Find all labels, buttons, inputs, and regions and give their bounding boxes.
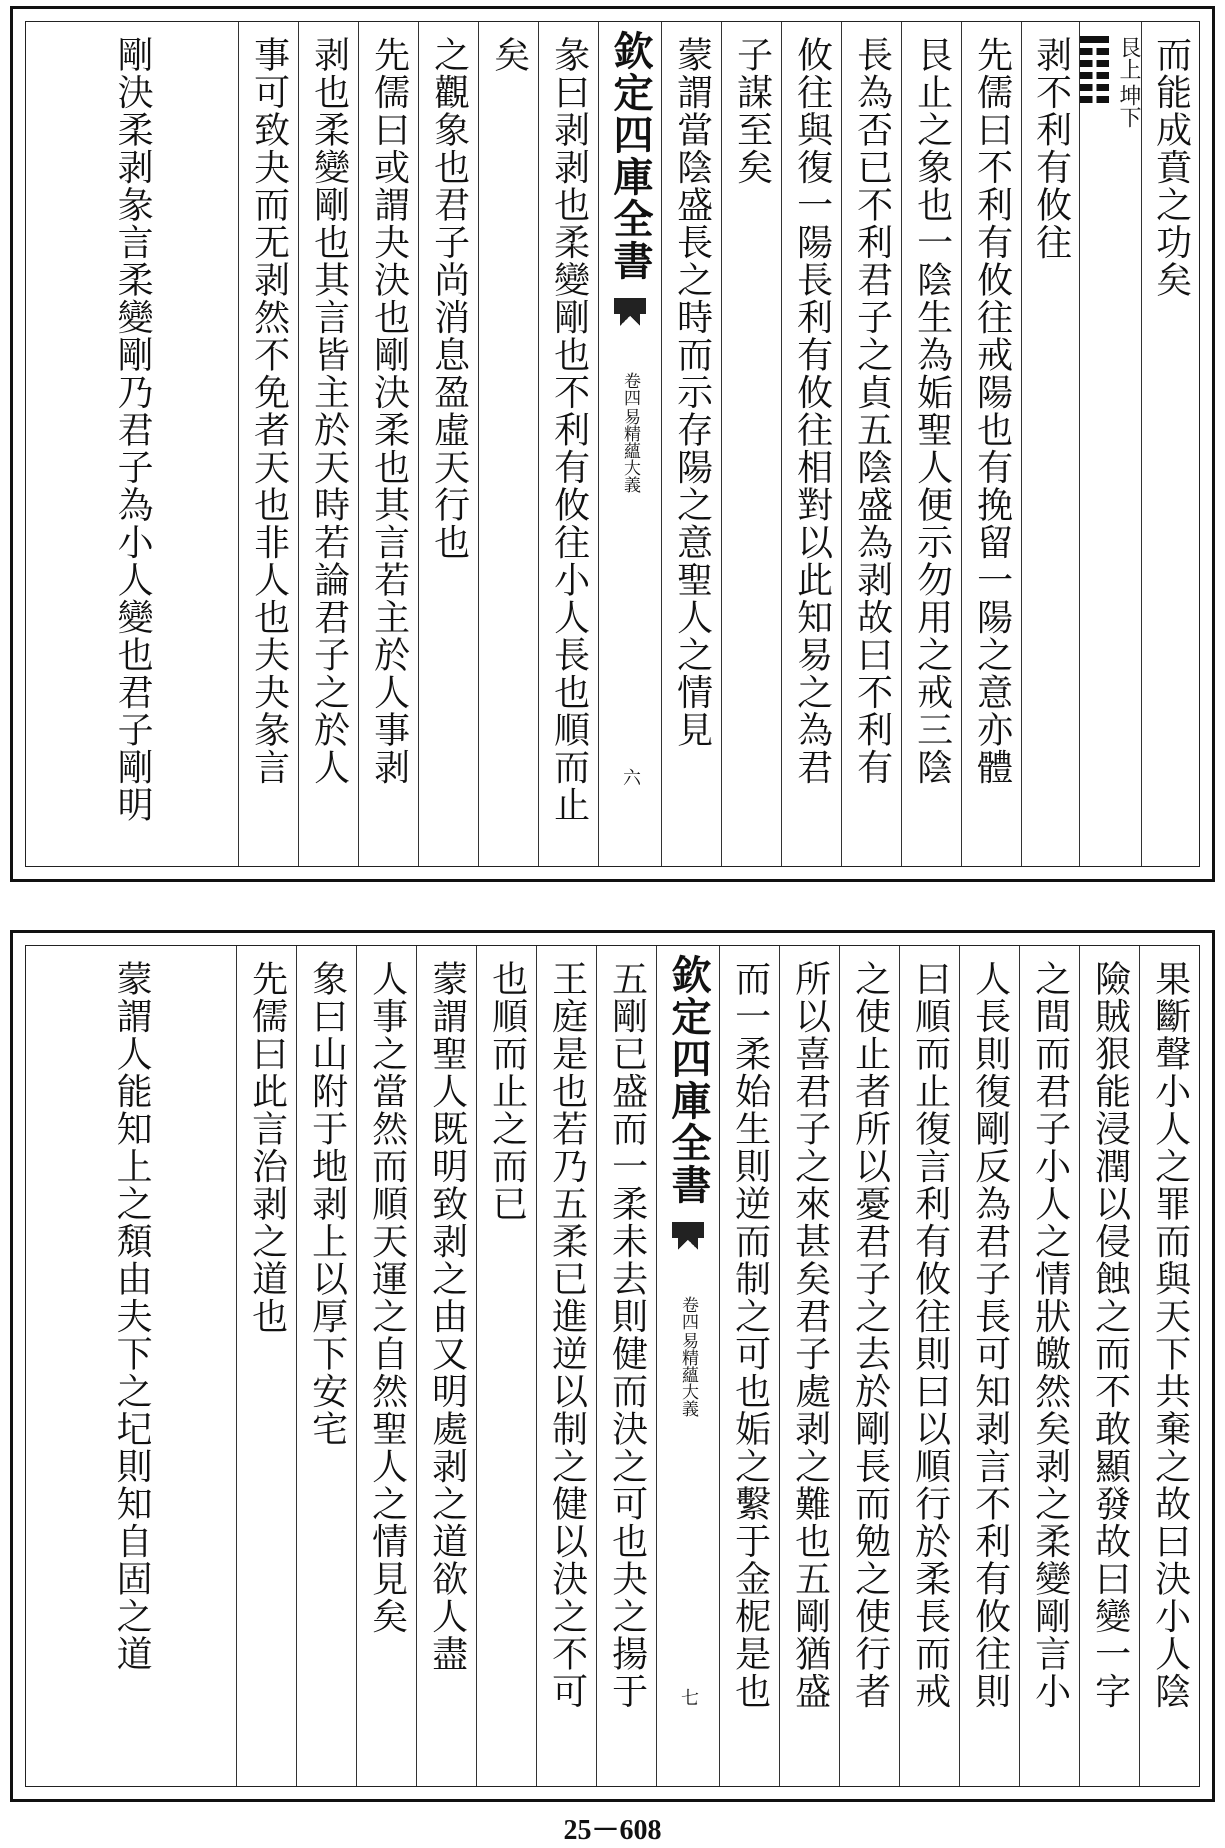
column-text: 先儒曰此言治剥之道也 (246, 960, 288, 1335)
column-text: 象曰山附于地剥上以厚下安宅 (306, 960, 348, 1448)
yin-line (1080, 96, 1109, 103)
yin-line (1080, 72, 1109, 79)
column-text: 剥不利有攸往 (1030, 36, 1072, 261)
gutter-subtitle (677, 1296, 699, 1417)
text-column (236, 946, 296, 1786)
hexagram-bo (1080, 22, 1141, 128)
column-text: 所以喜君子之來甚矣君子處剥之難也五剛猶盛 (789, 960, 831, 1710)
column-text: 之觀象也君子尚消息盈虛天行也 (428, 36, 470, 561)
text-column (1021, 22, 1079, 866)
text-column (356, 946, 416, 1786)
text-column (661, 22, 721, 866)
column-text: 矣 (488, 36, 530, 74)
text-column (719, 946, 779, 1786)
text-column (721, 22, 781, 866)
book-title: 易精蘊大義 (620, 408, 641, 493)
text-column (1019, 946, 1079, 1786)
column-text: 先儒曰不利有攸往戒陽也有挽留一陽之意亦體 (971, 36, 1013, 786)
yin-line (1080, 60, 1109, 67)
page-number-footer: 25－608 (563, 1815, 662, 1846)
text-column (959, 946, 1019, 1786)
column-text: 人事之當然而順天運之自然聖人之情見矣 (366, 960, 408, 1635)
top-page-body (25, 21, 1200, 867)
collection-title: 欽定四庫全書 (607, 30, 654, 282)
text-column (839, 946, 899, 1786)
text-column (26, 946, 236, 1786)
column-text: 之使止者所以憂君子之去於剛長而勉之使行者 (849, 960, 891, 1710)
column-text: 而能成賁之功矣 (1150, 36, 1192, 299)
hexagram-column (1079, 22, 1141, 866)
text-column (476, 946, 536, 1786)
text-column (358, 22, 418, 866)
fishtail-mark-icon (610, 292, 650, 332)
bottom-page (10, 930, 1215, 1802)
column-text: 彖曰剥剥也柔變剛也不利有攸往小人長也順而止 (548, 36, 590, 824)
column-text: 險賊狠能浸潤以侵蝕之而不敢顯發故曰變一字 (1089, 960, 1131, 1710)
text-column (478, 22, 538, 866)
collection-title: 欽定四庫全書 (665, 954, 712, 1206)
text-column (779, 946, 839, 1786)
column-text: 剥也柔變剛也其言皆主於天時若論君子之於人 (308, 36, 350, 786)
upper-trigram-label: 艮上 (1116, 36, 1141, 80)
column-text: 子謀至矣 (731, 36, 773, 186)
text-column (1079, 946, 1139, 1786)
text-column (26, 22, 238, 866)
juan-number: 卷四 (620, 372, 641, 406)
column-text: 艮止之象也一陰生為姤聖人便示勿用之戒三陰 (911, 36, 953, 786)
text-column (781, 22, 841, 866)
gutter-subtitle (619, 372, 641, 493)
column-text: 蒙謂人能知上之頽由夫下之圮則知自固之道 (111, 960, 153, 1673)
text-column (298, 22, 358, 866)
text-column (841, 22, 901, 866)
column-text: 先儒曰或謂夬決也剛決柔也其言若主於人事剥 (368, 36, 410, 786)
text-column (418, 22, 478, 866)
yang-line (1080, 36, 1109, 43)
column-text: 事可致夬而无剥然不免者天也非人也夫夬彖言 (248, 36, 290, 786)
leaf-number: 七 (678, 1688, 699, 1706)
column-text: 王庭是也若乃五柔已進逆以制之健以決之不可 (546, 960, 588, 1710)
trigram-labels (1115, 36, 1141, 128)
column-text: 蒙謂當陰盛長之時而示存陽之意聖人之情見 (671, 36, 713, 749)
text-column (596, 946, 656, 1786)
text-column (961, 22, 1021, 866)
column-text: 五剛已盛而一柔未去則健而決之可也夬之揚于 (606, 960, 648, 1710)
column-text: 攸往與復一陽長利有攸往相對以此知易之為君 (791, 36, 833, 786)
column-text: 之間而君子小人之情狀皦然矣剥之柔變剛言小 (1029, 960, 1071, 1710)
leaf-number: 六 (620, 768, 641, 786)
column-text: 果斷聲小人之罪而與天下共棄之故曰決小人陰 (1149, 960, 1191, 1710)
column-text: 剛決柔剥彖言柔變剛乃君子為小人變也君子剛明 (112, 36, 154, 824)
lower-trigram-label: 坤下 (1116, 84, 1141, 128)
text-column (1141, 22, 1199, 866)
center-gutter (656, 946, 719, 1786)
column-text: 也順而止之而已 (486, 960, 528, 1223)
text-column (1139, 946, 1199, 1786)
column-text: 而一柔始生則逆而制之可也姤之繫于金柅是也 (729, 960, 771, 1710)
text-column (238, 22, 298, 866)
book-title: 易精蘊大義 (678, 1332, 699, 1417)
text-column (538, 22, 598, 866)
text-column (296, 946, 356, 1786)
hexagram-lines (1080, 36, 1109, 103)
text-column (899, 946, 959, 1786)
top-page (10, 6, 1215, 882)
column-text: 蒙謂聖人既明致剥之由又明處剥之道欲人盡 (426, 960, 468, 1673)
text-column (536, 946, 596, 1786)
text-column (416, 946, 476, 1786)
bottom-page-body (25, 945, 1200, 1787)
column-text: 長為否已不利君子之貞五陰盛為剥故曰不利有 (851, 36, 893, 786)
fishtail-mark-icon (668, 1216, 708, 1256)
text-column (901, 22, 961, 866)
juan-number: 卷四 (678, 1296, 699, 1330)
column-text: 曰順而止復言利有攸往則曰以順行於柔長而戒 (909, 960, 951, 1710)
yin-line (1080, 48, 1109, 55)
yin-line (1080, 84, 1109, 91)
center-gutter (598, 22, 661, 866)
column-text: 人長則復剛反為君子長可知剥言不利有攸往則 (969, 960, 1011, 1710)
